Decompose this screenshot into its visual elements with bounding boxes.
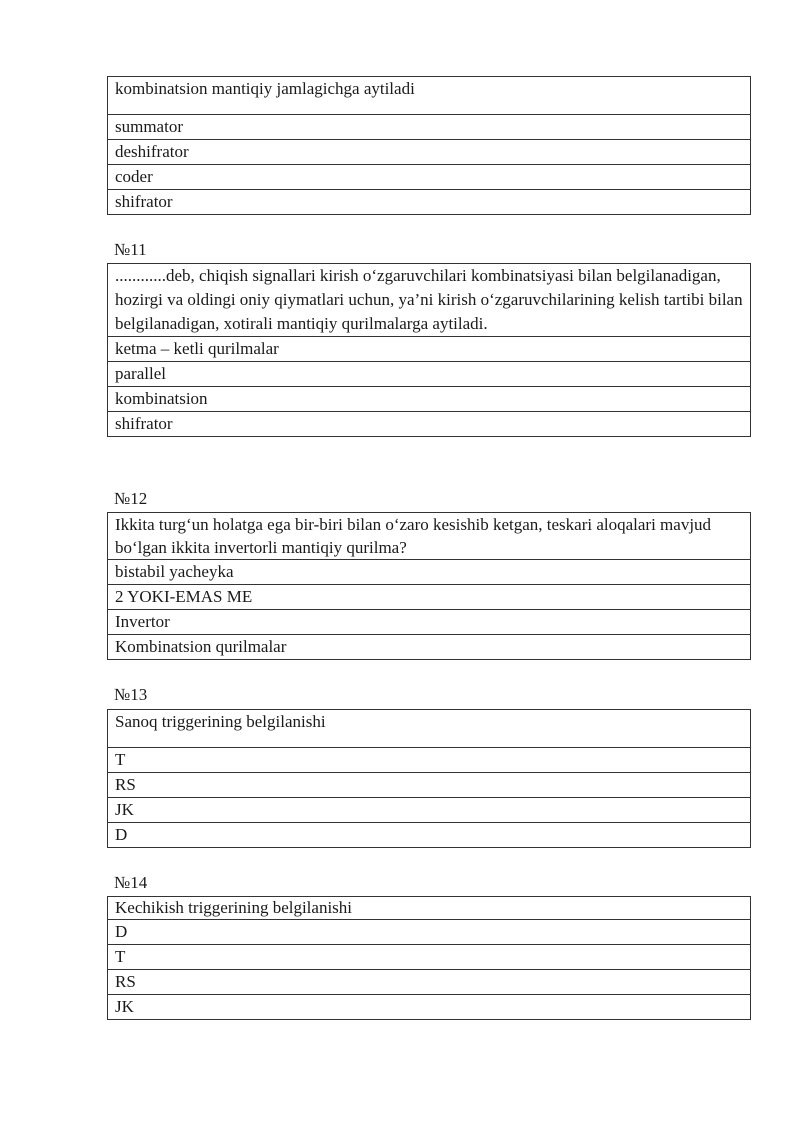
question-row — [108, 897, 751, 920]
option-row — [108, 945, 751, 970]
question-table — [107, 896, 751, 1020]
option-text: JK — [108, 798, 751, 823]
question-table — [107, 76, 751, 215]
option-text: JK — [108, 995, 751, 1020]
question-table — [107, 709, 751, 848]
question-row — [108, 710, 751, 748]
option-text: T — [108, 945, 751, 970]
option-text: kombinatsion — [108, 387, 751, 412]
question-table — [107, 512, 751, 660]
option-text: RS — [108, 970, 751, 995]
option-text: Kombinatsion qurilmalar — [108, 635, 751, 660]
option-row — [108, 362, 751, 387]
option-text: shifrator — [108, 412, 751, 437]
option-text: shifrator — [108, 190, 751, 215]
option-text: Invertor — [108, 610, 751, 635]
option-row — [108, 140, 751, 165]
option-row — [108, 920, 751, 945]
option-row — [108, 560, 751, 585]
question-text: Sanoq triggerining belgilanishi — [108, 710, 751, 748]
option-row — [108, 387, 751, 412]
question-text: ............deb, chiqish signallari kirish o‘zgaruvchilari kombinatsiyasi bilan belgilanadigan, hozirgi va oldingi oniy qiymatlari uchun, ya’ni kirish o‘zgaruvchilarining kelish tartibi bilan belgilanadigan, xotirali mantiqiy qurilmalarga aytiladi. — [108, 264, 751, 337]
question-row — [108, 513, 751, 560]
option-row — [108, 585, 751, 610]
option-text: RS — [108, 773, 751, 798]
option-row — [108, 970, 751, 995]
option-text: D — [108, 920, 751, 945]
question-number: №11 — [114, 240, 147, 259]
option-text: summator — [108, 115, 751, 140]
option-text: bistabil yacheyka — [108, 560, 751, 585]
question-row — [108, 264, 751, 337]
option-row — [108, 115, 751, 140]
option-text: coder — [108, 165, 751, 190]
option-text: T — [108, 748, 751, 773]
option-row — [108, 190, 751, 215]
option-text: deshifrator — [108, 140, 751, 165]
question-number: №14 — [114, 873, 148, 892]
option-row — [108, 610, 751, 635]
question-text: Ikkita turg‘un holatga ega bir-biri bilan o‘zaro kesishib ketgan, teskari aloqalari mavjud bo‘lgan ikkita invertorli mantiqiy qurilma? — [108, 513, 751, 560]
option-text: parallel — [108, 362, 751, 387]
question-table — [107, 263, 751, 437]
option-row — [108, 337, 751, 362]
option-text: ketma – ketli qurilmalar — [108, 337, 751, 362]
option-row — [108, 635, 751, 660]
question-row — [108, 77, 751, 115]
option-row — [108, 165, 751, 190]
option-text: 2 YOKI-EMAS ME — [108, 585, 751, 610]
option-row — [108, 995, 751, 1020]
question-text: kombinatsion mantiqiy jamlagichga aytiladi — [108, 77, 751, 115]
option-row — [108, 748, 751, 773]
option-text: D — [108, 823, 751, 848]
option-row — [108, 773, 751, 798]
option-row — [108, 798, 751, 823]
question-text: Kechikish triggerining belgilanishi — [108, 897, 751, 920]
option-row — [108, 823, 751, 848]
question-number: №12 — [114, 489, 148, 508]
question-number: №13 — [114, 685, 148, 704]
option-row — [108, 412, 751, 437]
